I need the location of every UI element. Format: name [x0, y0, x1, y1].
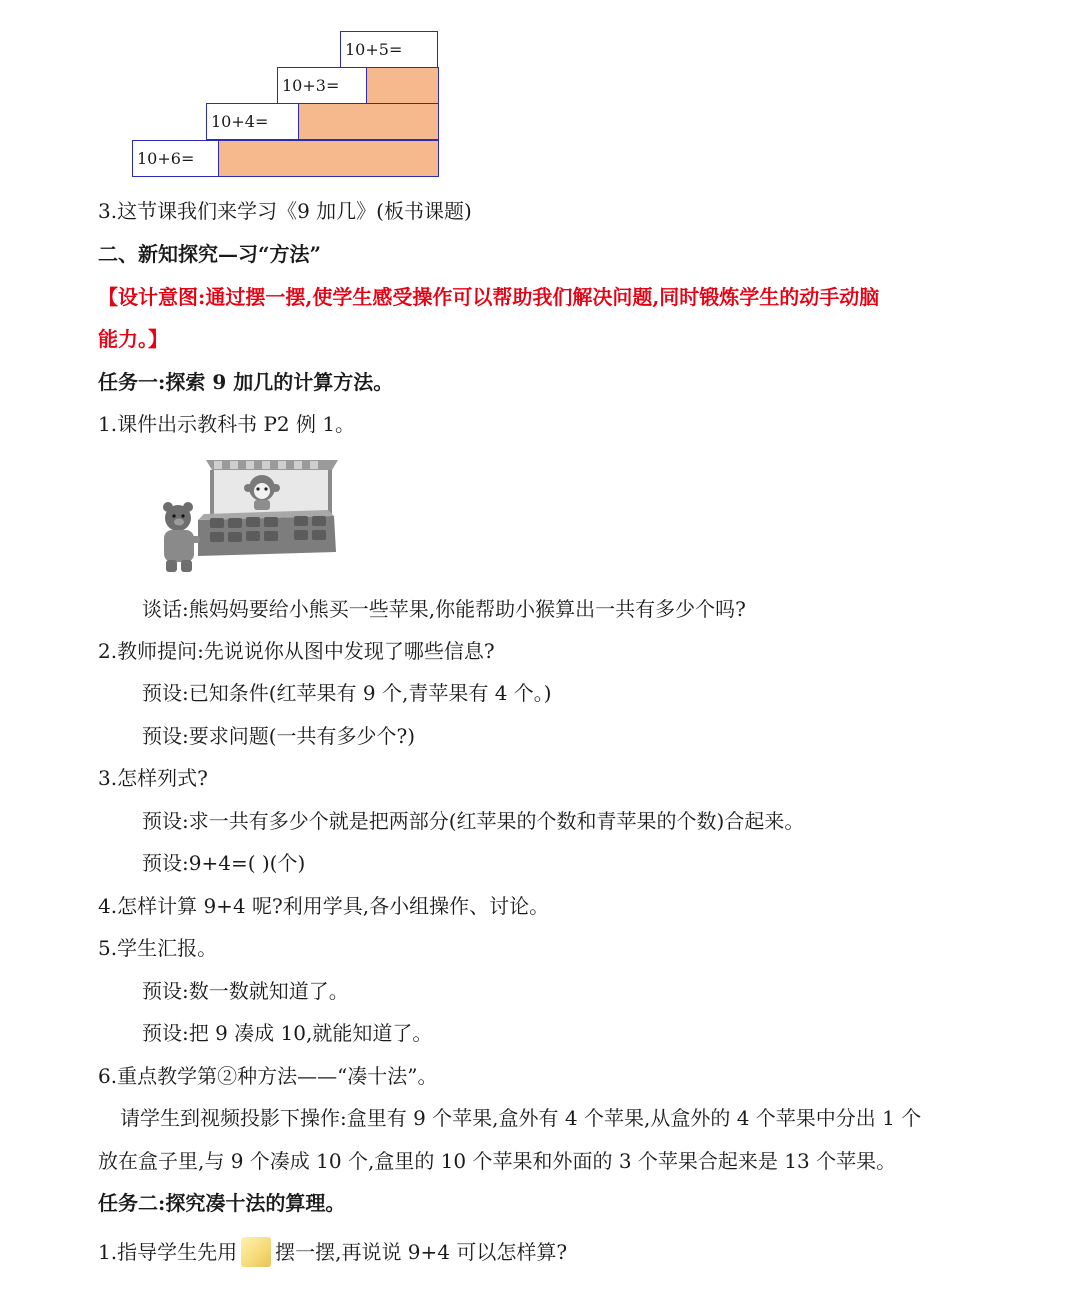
final-step: [98, 1237, 567, 1267]
step-2: 2.教师提问:先说说你从图中发现了哪些信息?: [98, 639, 495, 663]
fruit-stall-illustration: [158, 452, 340, 582]
final-step-end: 摆一摆,再说说 9+4 可以怎样算?: [275, 1240, 568, 1264]
step-5: 5.学生汇报。: [98, 936, 218, 960]
stair-label-1: 10+5=: [340, 31, 438, 68]
cube-icon: [241, 1237, 271, 1267]
task-two-heading: 任务二:探究凑十法的算理。: [98, 1191, 346, 1215]
final-step-start: 1.指导学生先用: [98, 1240, 238, 1264]
stair-bar-3: [298, 103, 439, 140]
stair-label-3: 10+4=: [206, 103, 299, 140]
preset-4: 预设:9+4=( )(个): [142, 851, 306, 875]
preset-2: 预设:要求问题(一共有多少个?): [142, 724, 416, 748]
design-intent-1: 【设计意图:通过摆一摆,使学生感受操作可以帮助我们解决问题,同时锻炼学生的动手动脑: [98, 285, 880, 309]
dialogue-line: 谈话:熊妈妈要给小熊买一些苹果,你能帮助小猴算出一共有多少个吗?: [142, 597, 746, 621]
step-6: 6.重点教学第②种方法——“凑十法”。: [98, 1064, 438, 1088]
step-3: 3.怎样列式?: [98, 766, 208, 790]
stair-label-2: 10+3=: [277, 67, 367, 104]
design-intent-2: 能力。】: [98, 327, 168, 351]
step-1: 1.课件出示教科书 P2 例 1。: [98, 412, 356, 436]
step-4: 4.怎样计算 9+4 呢?利用学具,各小组操作、讨论。: [98, 894, 550, 918]
stair-bar-4: [218, 140, 439, 177]
operation-line-1: 请学生到视频投影下操作:盒里有 9 个苹果,盒外有 4 个苹果,从盒外的 4 个苹果中分出 1 个: [120, 1106, 922, 1130]
preset-1: 预设:已知条件(红苹果有 9 个,青苹果有 4 个。): [142, 681, 552, 705]
task-one-heading: 任务一:探索 9 加几的计算方法。: [98, 370, 394, 394]
operation-line-2: 放在盒子里,与 9 个凑成 10 个,盒里的 10 个苹果和外面的 3 个苹果合起来是 13 个苹果。: [98, 1149, 897, 1173]
stair-label-4: 10+6=: [132, 140, 219, 177]
lesson-title-line: 3.这节课我们来学习《9 加几》(板书课题): [98, 199, 472, 223]
section-heading: 二、新知探究—习“方法”: [98, 242, 322, 266]
preset-6: 预设:把 9 凑成 10,就能知道了。: [142, 1021, 433, 1045]
stair-bar-2: [366, 67, 439, 104]
preset-5: 预设:数一数就知道了。: [142, 979, 349, 1003]
preset-3: 预设:求一共有多少个就是把两部分(红苹果的个数和青苹果的个数)合起来。: [142, 809, 805, 833]
